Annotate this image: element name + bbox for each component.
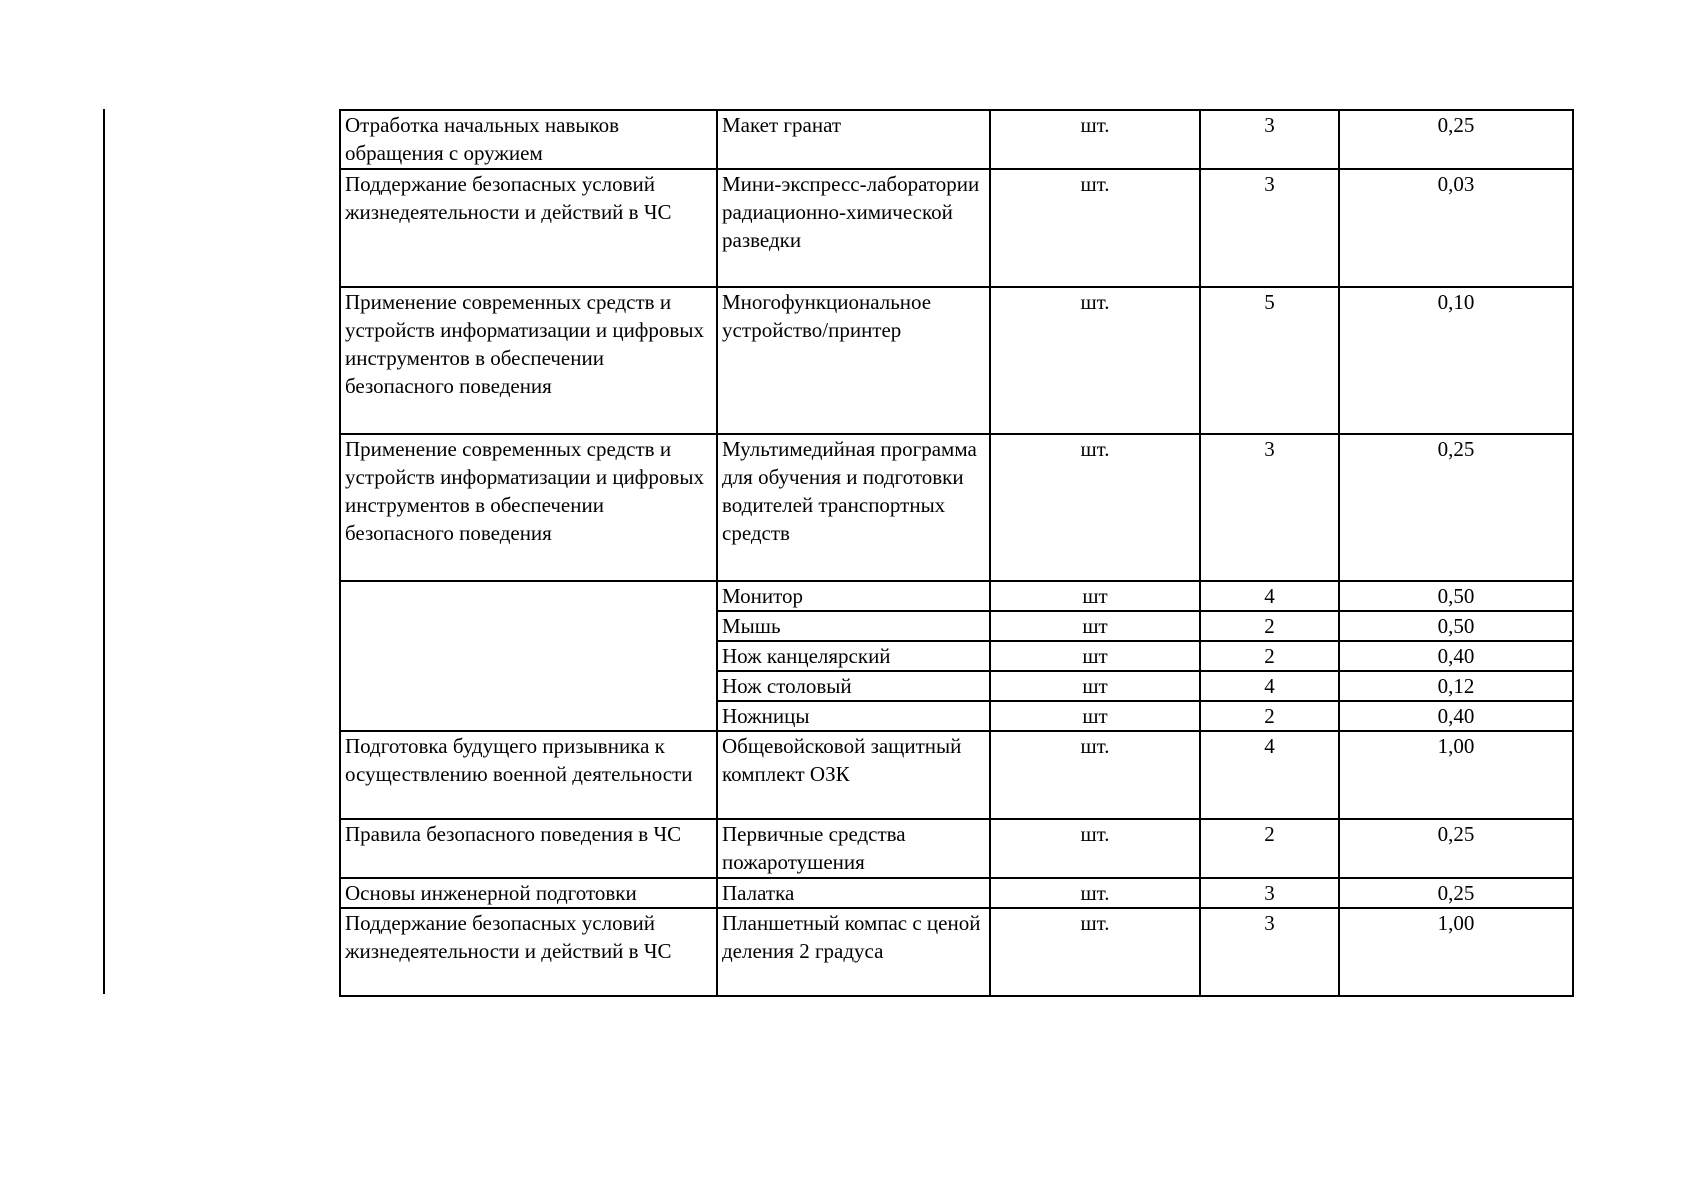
table-row [340, 731, 1573, 819]
section-cell: Поддержание безопасных условий жизнедеятельности и действий в ЧС [340, 908, 717, 996]
unit-cell: шт [990, 701, 1200, 731]
section-cell: Отработка начальных навыков обращения с оружием [340, 110, 717, 169]
unit-cell: шт [990, 671, 1200, 701]
quantity-cell: 4 [1200, 731, 1339, 819]
table-row [340, 110, 1573, 169]
quantity-cell: 3 [1200, 878, 1339, 908]
section-cell: Применение современных средств и устройств информатизации и цифровых инструментов в обеспечении безопасного поведения [340, 434, 717, 581]
norm-cell: 0,40 [1339, 641, 1573, 671]
section-cell: Подготовка будущего призывника к осуществлению военной деятельности [340, 731, 717, 819]
item-cell: Ножницы [717, 701, 990, 731]
item-cell: Мини-экспресс-лаборатории радиационно-химической разведки [717, 169, 990, 287]
section-cell-empty [340, 581, 717, 731]
unit-cell: шт. [990, 878, 1200, 908]
unit-cell: шт. [990, 819, 1200, 878]
norm-cell: 0,25 [1339, 434, 1573, 581]
item-cell: Мультимедийная программа для обучения и подготовки водителей транспортных средств [717, 434, 990, 581]
table-row [340, 169, 1573, 287]
unit-cell: шт. [990, 110, 1200, 169]
item-cell: Многофункциональное устройство/принтер [717, 287, 990, 434]
norm-cell: 0,25 [1339, 110, 1573, 169]
item-cell: Первичные средства пожаротушения [717, 819, 990, 878]
unit-cell: шт. [990, 434, 1200, 581]
item-cell: Нож столовый [717, 671, 990, 701]
unit-cell: шт [990, 611, 1200, 641]
norm-cell: 0,50 [1339, 581, 1573, 611]
quantity-cell: 3 [1200, 110, 1339, 169]
quantity-cell: 3 [1200, 169, 1339, 287]
table-row [340, 878, 1573, 908]
section-cell: Применение современных средств и устройств информатизации и цифровых инструментов в обеспечении безопасного поведения [340, 287, 717, 434]
unit-cell: шт [990, 581, 1200, 611]
norm-cell: 0,25 [1339, 819, 1573, 878]
quantity-cell: 2 [1200, 641, 1339, 671]
quantity-cell: 2 [1200, 611, 1339, 641]
item-cell: Палатка [717, 878, 990, 908]
norm-cell: 0,25 [1339, 878, 1573, 908]
item-cell: Макет гранат [717, 110, 990, 169]
item-cell: Общевойсковой защитный комплект ОЗК [717, 731, 990, 819]
quantity-cell: 5 [1200, 287, 1339, 434]
norm-cell: 0,50 [1339, 611, 1573, 641]
quantity-cell: 3 [1200, 908, 1339, 996]
unit-cell: шт. [990, 908, 1200, 996]
quantity-cell: 4 [1200, 671, 1339, 701]
quantity-cell: 2 [1200, 701, 1339, 731]
unit-cell: шт. [990, 731, 1200, 819]
section-cell: Поддержание безопасных условий жизнедеятельности и действий в ЧС [340, 169, 717, 287]
unit-cell: шт [990, 641, 1200, 671]
table-row [340, 581, 1573, 611]
item-cell: Монитор [717, 581, 990, 611]
norm-cell: 1,00 [1339, 731, 1573, 819]
page-margin-line [103, 109, 105, 994]
equipment-table [339, 109, 1574, 997]
unit-cell: шт. [990, 287, 1200, 434]
item-cell: Нож канцелярский [717, 641, 990, 671]
item-cell: Планшетный компас с ценой деления 2 градуса [717, 908, 990, 996]
table-row [340, 434, 1573, 581]
table-row [340, 819, 1573, 878]
table-row [340, 287, 1573, 434]
unit-cell: шт. [990, 169, 1200, 287]
norm-cell: 0,12 [1339, 671, 1573, 701]
item-cell: Мышь [717, 611, 990, 641]
section-cell: Основы инженерной подготовки [340, 878, 717, 908]
table-row [340, 908, 1573, 996]
norm-cell: 0,10 [1339, 287, 1573, 434]
quantity-cell: 4 [1200, 581, 1339, 611]
norm-cell: 0,40 [1339, 701, 1573, 731]
section-cell: Правила безопасного поведения в ЧС [340, 819, 717, 878]
norm-cell: 0,03 [1339, 169, 1573, 287]
quantity-cell: 3 [1200, 434, 1339, 581]
quantity-cell: 2 [1200, 819, 1339, 878]
norm-cell: 1,00 [1339, 908, 1573, 996]
